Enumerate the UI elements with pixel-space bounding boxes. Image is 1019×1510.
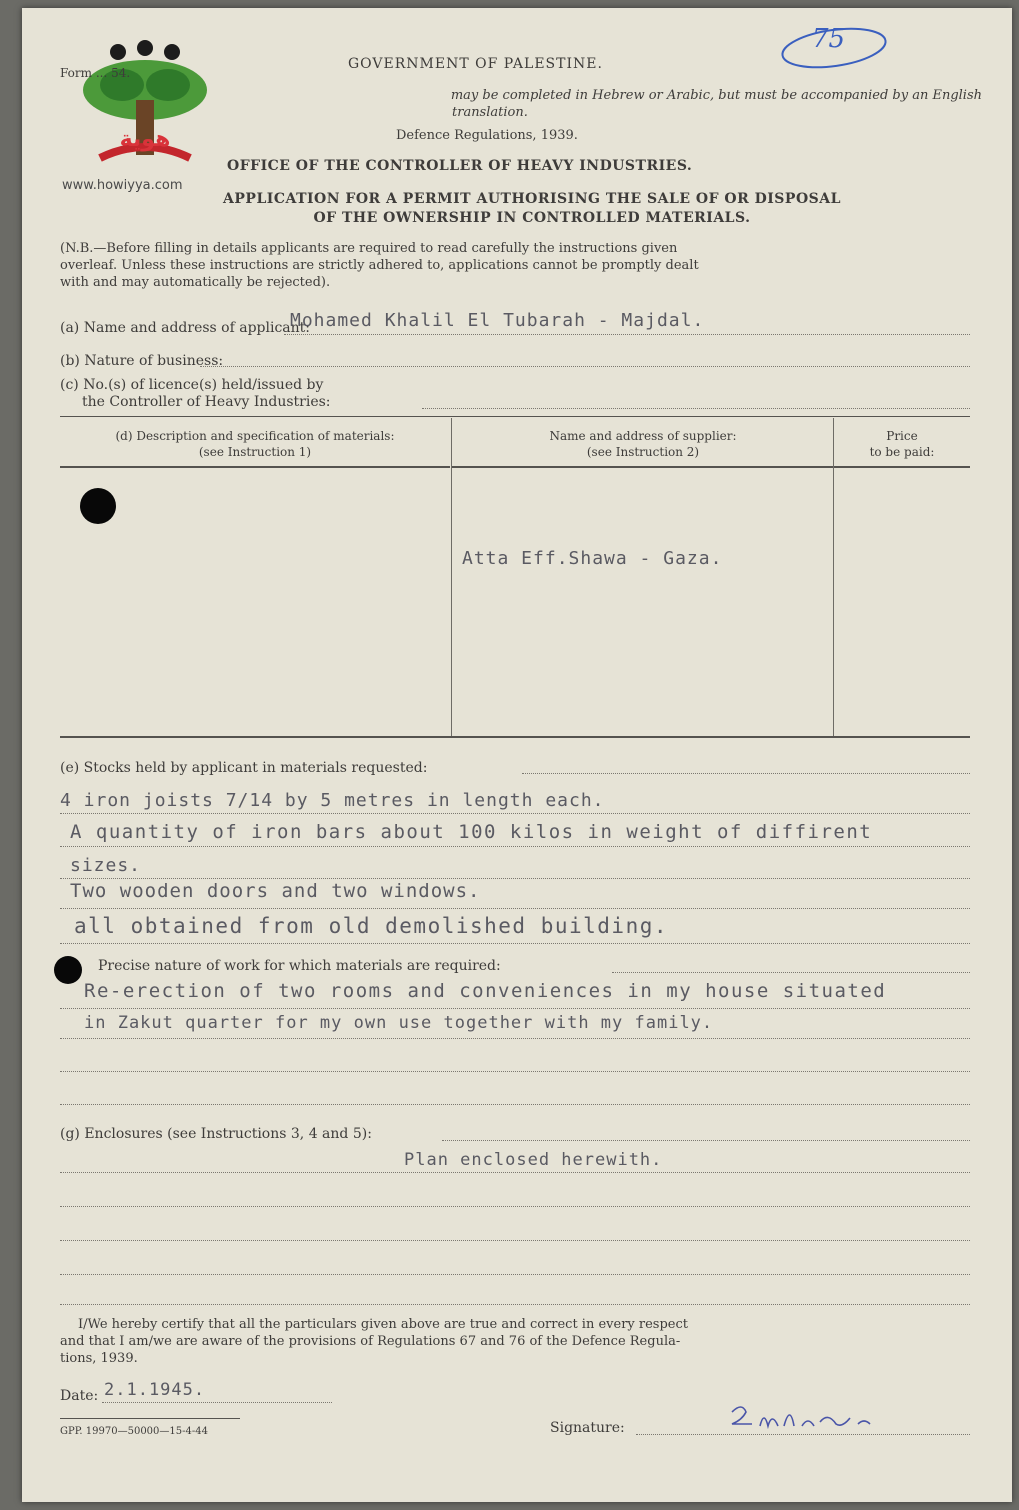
stock-line-5-text[interactable]: all obtained from old demolished building. [74,914,669,938]
handwritten-number: 75 [812,24,846,54]
table-divider-1 [451,418,452,736]
field-a-line [284,334,970,335]
application-form-page [22,8,1012,1502]
date-label: Date: [60,1388,99,1404]
howiyya-logo-icon [70,40,220,180]
language-note: may be completed in Hebrew or Arabic, but must be accompanied by an English [450,88,982,103]
certification-line-2: and that I am/we are aware of the provisions of Regulations 67 and 76 of the Defence Regula- [60,1334,681,1349]
stock-line-5 [60,943,970,944]
nb-text-3: with and may automatically be rejected). [60,275,331,290]
description-header: (d) Description and specification of materials: [115,429,395,443]
table-header-rule-2 [452,466,834,468]
table-header-price [834,428,970,460]
field-e-line [522,773,970,774]
enclosure-line-4 [60,1274,970,1275]
punch-hole-top [80,488,116,524]
price-header: Price [886,429,918,443]
printer-code: GPP. 19970—50000—15-4-44 [60,1426,208,1437]
description-instruction: (see Instruction 1) [198,445,312,459]
application-title-line-1: APPLICATION FOR A PERMIT AUTHORISING THE SALE OF OR DISPOSAL [223,191,841,207]
stock-line-3 [60,878,970,879]
enclosure-line-2 [60,1206,970,1207]
stock-line-1-text[interactable]: 4 iron joists 7/14 by 5 metres in length each. [60,790,605,811]
field-e-label: (e) Stocks held by applicant in materials requested: [60,760,428,776]
nb-block [60,240,970,291]
enclosure-line-3 [60,1240,970,1241]
certification-line-3: tions, 1939. [60,1351,138,1366]
work-line-2 [60,1038,970,1039]
language-note-2: translation. [452,105,528,120]
table-header-supplier [452,428,834,460]
field-a-label: (a) Name and address of applicant: [60,320,311,336]
enclosure-line-1 [60,1172,970,1173]
office-title: OFFICE OF THE CONTROLLER OF HEAVY INDUSTRIES. [227,158,693,174]
nb-text-1: (N.B.—Before filling in details applicants are required to read carefully the instructions given [60,241,678,256]
application-title [112,190,952,228]
table-bottom-border [60,736,970,738]
enclosure-line-5 [60,1304,970,1305]
work-line-1 [60,1008,970,1009]
svg-text:هوية: هوية [119,127,171,152]
stock-line-2-text[interactable]: A quantity of iron bars about 100 kilos in weight of diffirent [70,821,873,843]
date-line [102,1402,332,1403]
field-g-label: (g) Enclosures (see Instructions 3, 4 and 5): [60,1126,372,1142]
stock-line-4-text[interactable]: Two wooden doors and two windows. [70,880,481,902]
certification-line-1: I/We hereby certify that all the particulars given above are true and correct in every respect [78,1317,688,1332]
field-f-label: Precise nature of work for which materials are required: [98,958,501,974]
field-c-label [60,377,331,411]
stock-line-1 [60,813,970,814]
price-subheader: to be paid: [869,445,935,459]
field-c-label-1: (c) No.(s) of licence(s) held/issued by [60,377,324,393]
work-line-2-text[interactable]: in Zakut quarter for my own use together with my family. [84,1013,714,1033]
stock-line-3-text[interactable]: sizes. [70,855,142,876]
watermark-url: www.howiyya.com [62,178,183,193]
application-title-line-2: OF THE OWNERSHIP IN CONTROLLED MATERIALS. [313,210,751,226]
defence-regulations: Defence Regulations, 1939. [396,128,578,143]
nb-text-2: overleaf. Unless these instructions are strictly adhered to, applications cannot be promptly dealt [60,258,699,273]
date-value[interactable]: 2.1.1945. [104,1380,206,1400]
field-f-line [612,972,970,973]
field-c-label-2: the Controller of Heavy Industries: [82,394,331,410]
table-header-rule-1 [60,466,450,468]
table-top-border [60,416,970,417]
work-line-4 [60,1104,970,1105]
field-b-label: (b) Nature of business: [60,353,224,369]
work-line-1-text[interactable]: Re-erection of two rooms and conveniences in my house situated [84,980,887,1002]
certification-text [60,1316,972,1367]
enclosure-line-1-text[interactable]: Plan enclosed herewith. [404,1150,663,1170]
stock-line-2 [60,846,970,847]
supplier-instruction: (see Instruction 2) [586,445,700,459]
table-divider-2 [833,418,834,736]
handwritten-signature-icon [712,1398,912,1438]
field-g-line [442,1140,970,1141]
field-c-line [422,408,970,409]
government-title: GOVERNMENT OF PALESTINE. [348,56,603,72]
supplier-value[interactable]: Atta Eff.Shawa - Gaza. [462,548,723,569]
printer-code-rule [60,1418,240,1419]
punch-hole-bottom [54,956,82,984]
form-number: Form ... 54. [60,66,131,80]
field-b-line [200,366,970,367]
field-a-value[interactable]: Mohamed Khalil El Tubarah - Majdal. [290,310,705,331]
work-line-3 [60,1071,970,1072]
stock-line-4 [60,908,970,909]
table-header-description [60,428,450,460]
signature-label: Signature: [550,1420,625,1436]
supplier-header: Name and address of supplier: [549,429,737,443]
table-header-rule-3 [834,466,970,468]
